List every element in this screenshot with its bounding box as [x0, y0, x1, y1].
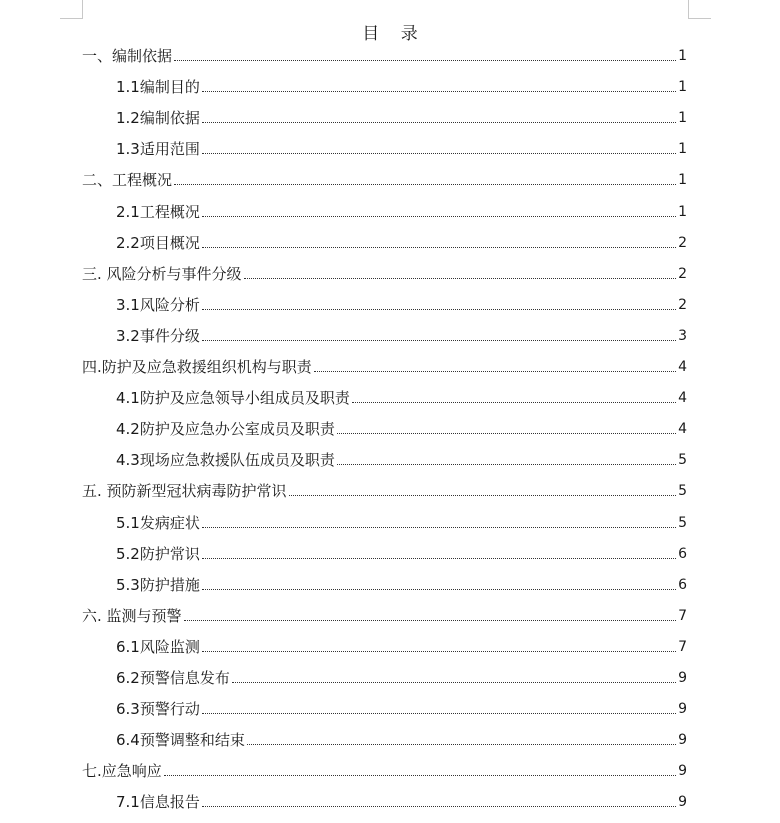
- toc-entry-label: 六. 监测与预警: [82, 606, 182, 625]
- toc-section-entry[interactable]: [116, 233, 687, 253]
- toc-title-char: 录: [400, 24, 418, 44]
- toc-chapter-entry[interactable]: [82, 606, 687, 626]
- toc-entry-page-number: 3: [678, 327, 687, 344]
- toc-section-entry[interactable]: [116, 792, 687, 812]
- page-corner-mark-left: [60, 0, 83, 19]
- toc-dot-leader: [202, 122, 676, 123]
- toc-entry-label: 1.2编制依据: [116, 109, 200, 128]
- toc-chapter-entry[interactable]: [82, 264, 687, 284]
- toc-title: [0, 19, 780, 44]
- toc-entry-page-number: 5: [678, 483, 687, 500]
- toc-entry-label: 2.2项目概况: [116, 233, 200, 252]
- toc-entry-page-number: 1: [678, 110, 687, 127]
- toc-entry-page-number: 7: [678, 638, 687, 655]
- toc-entry-page-number: 2: [678, 234, 687, 251]
- toc-entry-page-number: 1: [678, 141, 687, 158]
- page-corner-mark-right: [688, 0, 711, 19]
- toc-entry-label: 3.2事件分级: [116, 326, 200, 345]
- toc-entry-page-number: 1: [678, 203, 687, 220]
- toc-chapter-entry[interactable]: [82, 170, 687, 190]
- toc-section-entry[interactable]: [116, 326, 687, 346]
- toc-entry-label: 5.2防护常识: [116, 544, 200, 563]
- toc-dot-leader: [314, 371, 676, 372]
- toc-chapter-entry[interactable]: [82, 46, 687, 66]
- toc-dot-leader: [202, 153, 676, 154]
- toc-dot-leader: [202, 216, 676, 217]
- toc-entry-page-number: 9: [678, 732, 687, 749]
- toc-entry-label: 4.2防护及应急办公室成员及职责: [116, 420, 335, 439]
- toc-dot-leader: [337, 433, 676, 434]
- toc-entry-page-number: 4: [678, 421, 687, 438]
- toc-section-entry[interactable]: [116, 699, 687, 719]
- toc-dot-leader: [202, 309, 676, 310]
- toc-section-entry[interactable]: [116, 450, 687, 470]
- toc-dot-leader: [202, 651, 676, 652]
- toc-entry-label: 四.防护及应急救援组织机构与职责: [82, 358, 312, 376]
- toc-entry-label: 二、工程概况: [82, 171, 173, 190]
- toc-entry-label: 七.应急响应: [82, 762, 162, 781]
- toc-entry-label: 五. 预防新型冠状病毒防护常识: [82, 482, 287, 501]
- toc-section-entry[interactable]: [116, 77, 687, 97]
- toc-entry-label: 3.1风险分析: [116, 295, 200, 314]
- toc-section-entry[interactable]: [116, 295, 687, 315]
- toc-entry-page-number: 6: [678, 576, 687, 593]
- toc-dot-leader: [202, 247, 676, 248]
- toc-entry-page-number: 6: [678, 545, 687, 562]
- toc-chapter-entry[interactable]: [82, 481, 687, 501]
- toc-entry-page-number: 9: [678, 794, 687, 811]
- toc-section-entry[interactable]: [116, 388, 687, 408]
- toc-entry-page-number: 7: [678, 607, 687, 624]
- toc-dot-leader: [164, 775, 676, 776]
- toc-dot-leader: [202, 589, 676, 590]
- toc-dot-leader: [202, 558, 676, 559]
- toc-dot-leader: [337, 464, 676, 465]
- toc-section-entry[interactable]: [116, 419, 687, 439]
- toc-dot-leader: [202, 713, 676, 714]
- toc-chapter-entry[interactable]: [82, 357, 687, 377]
- toc-dot-leader: [184, 620, 677, 621]
- toc-entry-page-number: 1: [678, 48, 687, 64]
- toc-entry-page-number: 9: [678, 701, 687, 718]
- toc-entry-label: 7.1信息报告: [116, 793, 200, 812]
- toc-entry-page-number: 5: [678, 452, 687, 469]
- toc-dot-leader: [174, 60, 676, 61]
- toc-entry-label: 4.3现场应急救援队伍成员及职责: [116, 451, 335, 470]
- toc-entry-page-number: 1: [678, 172, 687, 189]
- toc-entry-label: 1.1编制目的: [116, 78, 200, 97]
- toc-dot-leader: [232, 682, 676, 683]
- toc-section-entry[interactable]: [116, 544, 687, 564]
- toc-entry-label: 4.1防护及应急领导小组成员及职责: [116, 389, 350, 408]
- toc-section-entry[interactable]: [116, 730, 687, 750]
- toc-entry-page-number: 5: [678, 514, 687, 531]
- toc-chapter-entry[interactable]: [82, 761, 687, 781]
- toc-dot-leader: [202, 806, 676, 807]
- toc-section-entry[interactable]: [116, 108, 687, 128]
- toc-section-entry[interactable]: [116, 139, 687, 159]
- toc-entry-page-number: 9: [678, 670, 687, 686]
- toc-entry-page-number: 4: [678, 390, 687, 407]
- toc-entry-page-number: 4: [678, 359, 687, 375]
- toc-entry-label: 三. 风险分析与事件分级: [82, 264, 242, 283]
- toc-section-entry[interactable]: [116, 575, 687, 595]
- toc-entry-label: 6.4预警调整和结束: [116, 731, 245, 750]
- toc-dot-leader: [202, 91, 676, 92]
- toc-entry-label: 5.1发病症状: [116, 513, 200, 532]
- toc-section-entry[interactable]: [116, 513, 687, 533]
- toc-section-entry[interactable]: [116, 202, 687, 222]
- toc-entry-page-number: 9: [678, 763, 687, 780]
- toc-entry-label: 一、编制依据: [82, 47, 173, 65]
- toc-entry-page-number: 2: [678, 296, 687, 313]
- toc-entry-page-number: 1: [678, 79, 687, 96]
- toc-entry-page-number: 2: [678, 265, 687, 282]
- toc-dot-leader: [202, 527, 676, 528]
- toc-entry-label: 6.2预警信息发布: [116, 669, 230, 687]
- toc-entry-label: 5.3防护措施: [116, 575, 200, 594]
- toc-dot-leader: [289, 495, 677, 496]
- toc-dot-leader: [244, 278, 677, 279]
- toc-entry-label: 1.3适用范围: [116, 140, 200, 159]
- toc-section-entry[interactable]: [116, 668, 687, 688]
- toc-dot-leader: [174, 184, 676, 185]
- toc-entry-label: 6.1风险监测: [116, 637, 200, 656]
- toc-dot-leader: [202, 340, 676, 341]
- toc-dot-leader: [247, 744, 676, 745]
- toc-title-char: 目: [362, 24, 380, 44]
- toc-section-entry[interactable]: [116, 637, 687, 657]
- toc-dot-leader: [352, 402, 676, 403]
- toc-entry-label: 6.3预警行动: [116, 700, 200, 719]
- toc-entry-label: 2.1工程概况: [116, 202, 200, 221]
